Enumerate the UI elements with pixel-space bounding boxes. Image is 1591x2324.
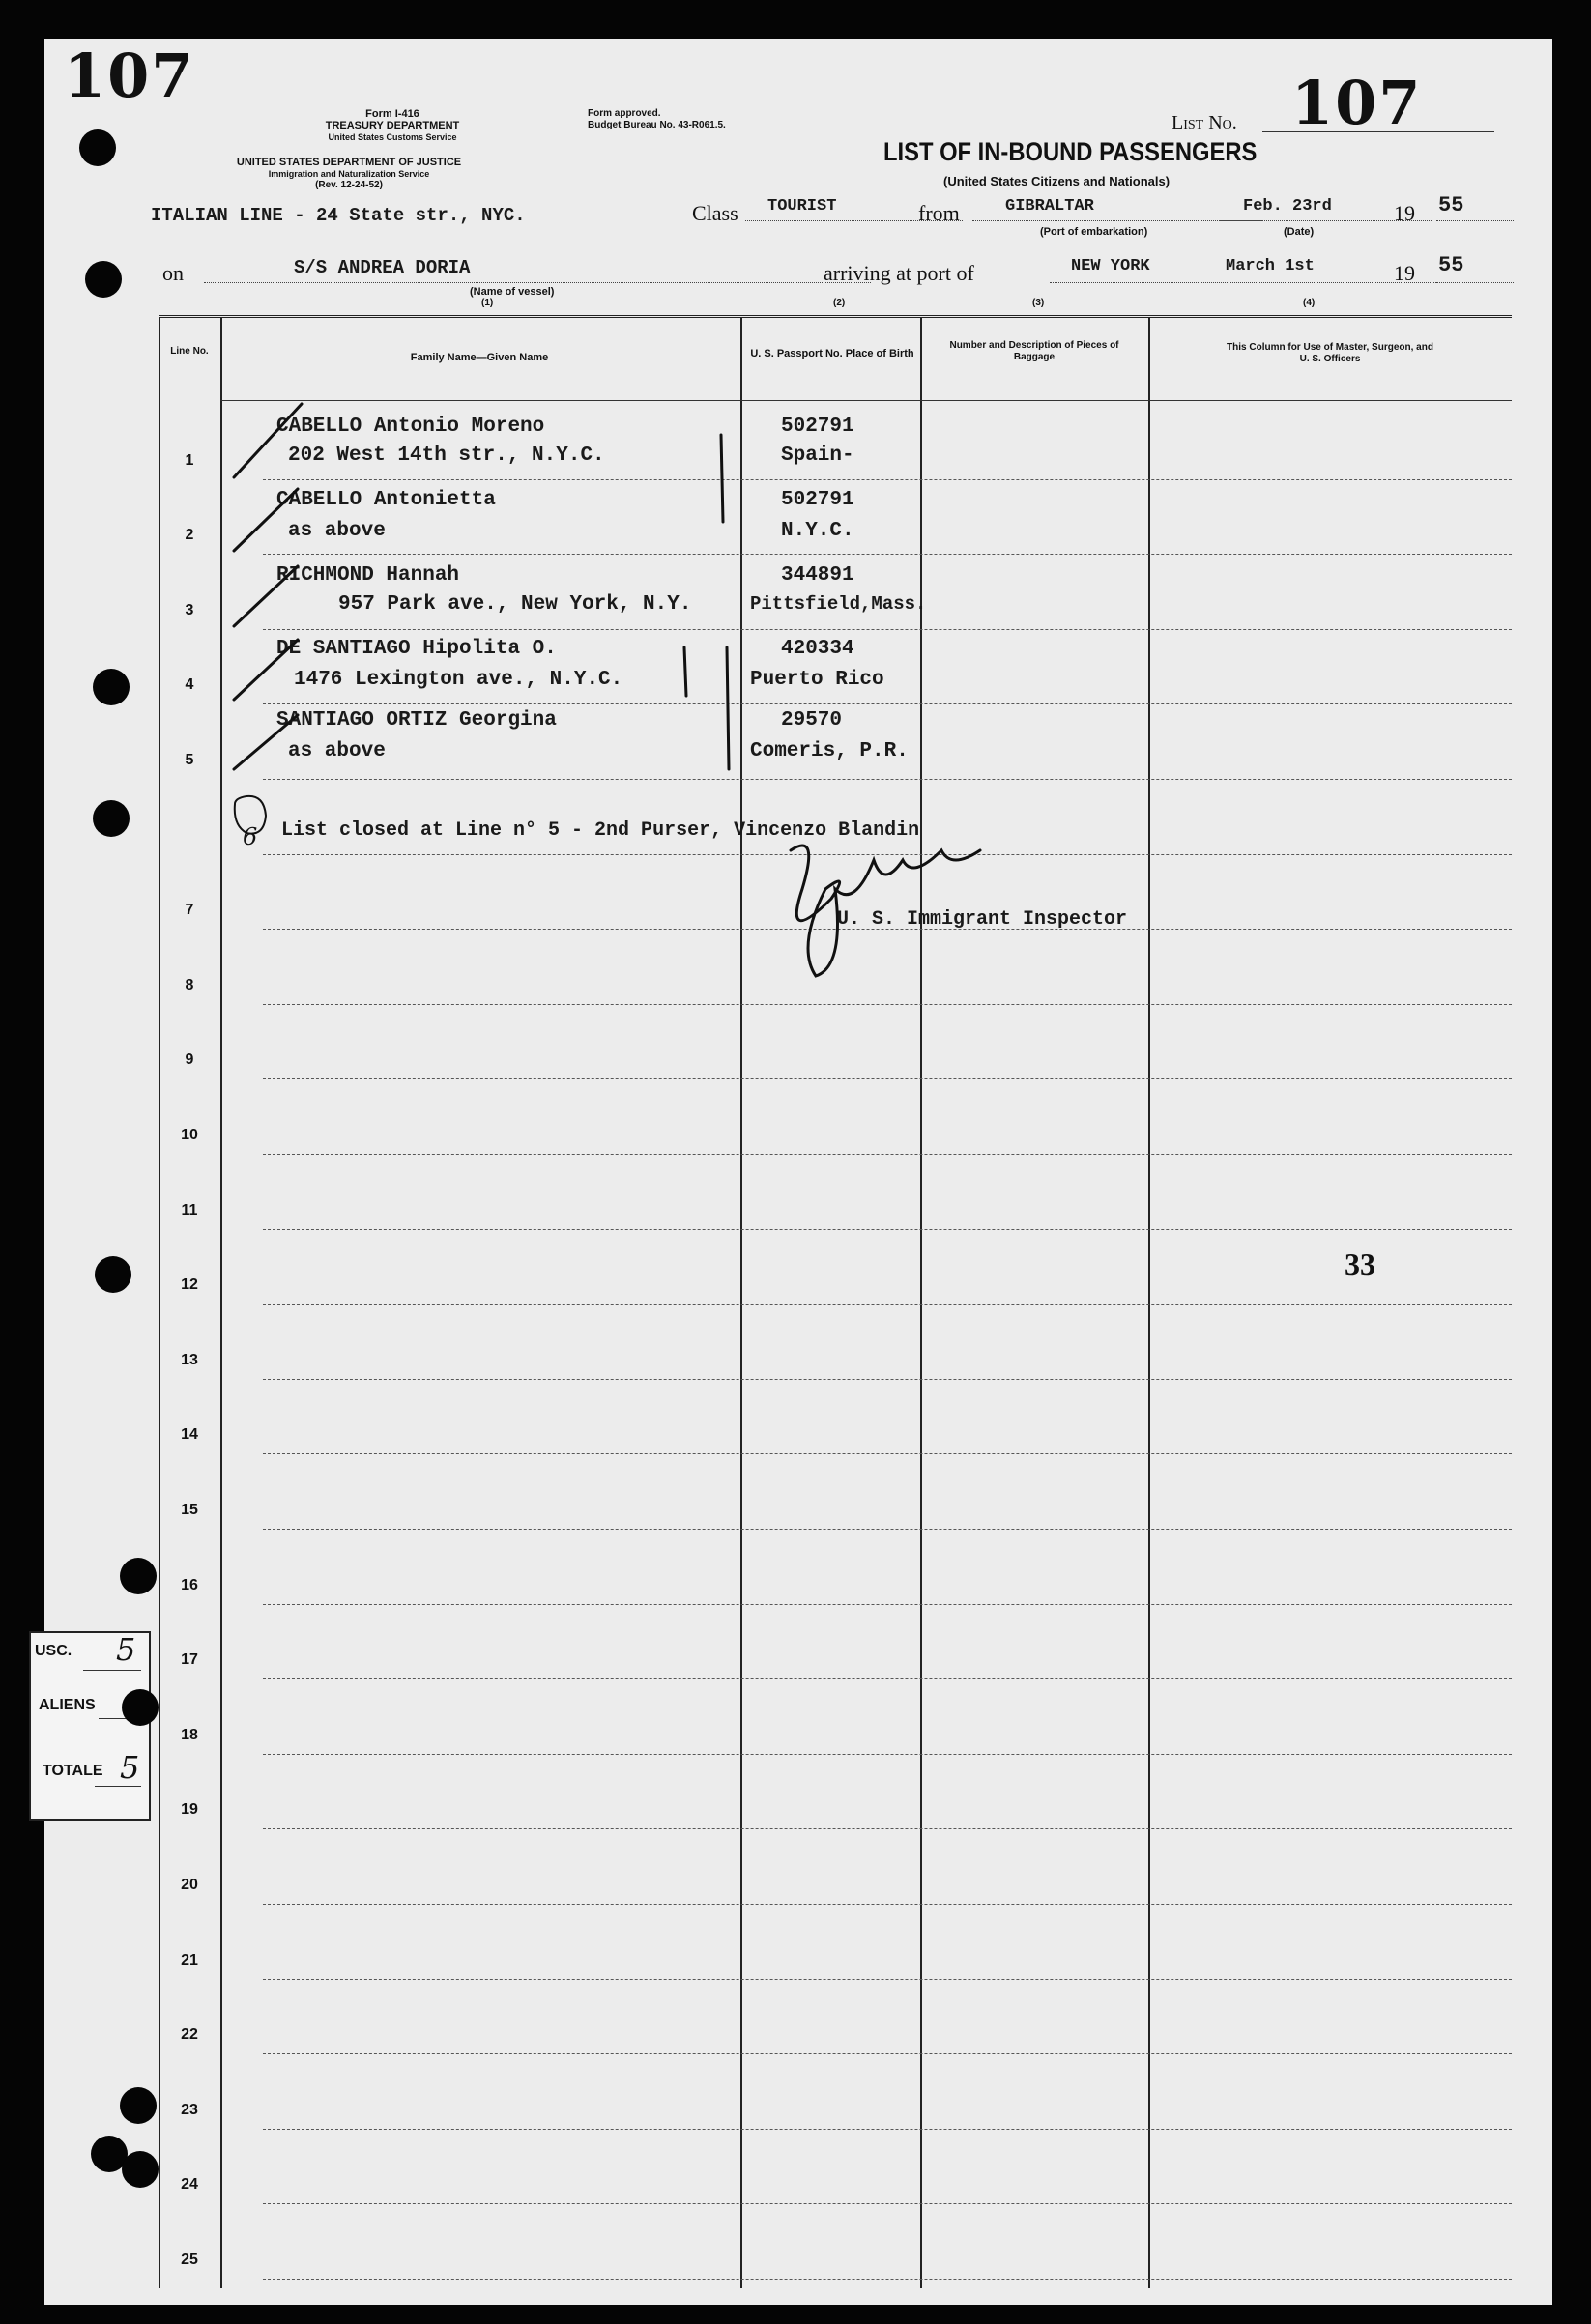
- on-label: on: [162, 261, 184, 285]
- line-number: 5: [185, 752, 194, 768]
- arriving-label: arriving at port of: [824, 261, 974, 285]
- line-number: 8: [185, 976, 194, 993]
- total-line: [95, 1786, 141, 1787]
- row-3-birth: Pittsfield,Mass.: [750, 593, 927, 615]
- line-number: 10: [181, 1127, 198, 1143]
- form-approved: Form approved.: [588, 108, 661, 119]
- row-4-passport: 420334: [781, 638, 854, 660]
- line-number: 12: [181, 1277, 198, 1294]
- row-5-birth: Comeris, P.R.: [750, 740, 909, 762]
- row-rule: [263, 1304, 1512, 1305]
- line-number: 17: [181, 1651, 198, 1669]
- row-2-passport: 502791: [781, 489, 854, 511]
- usc-value: 5: [116, 1631, 136, 1668]
- corner-number-right: 107: [1291, 68, 1423, 138]
- line-number: 18: [181, 1726, 198, 1743]
- usc-label: USC.: [35, 1643, 72, 1659]
- row-1-passport: 502791: [781, 416, 854, 438]
- justice-label: UNITED STATES DEPARTMENT OF JUSTICE: [236, 157, 462, 168]
- row-6-number: 6: [243, 823, 258, 850]
- line-number: 1: [185, 451, 194, 469]
- page-stamp: 33: [1345, 1247, 1375, 1281]
- row-4-birth: Puerto Rico: [750, 669, 884, 691]
- from-value: GIBRALTAR: [1005, 197, 1094, 215]
- embark-caption: (Port of embarkation): [1040, 226, 1148, 238]
- row-2-address: as above: [288, 520, 386, 542]
- document-subtitle: (United States Citizens and Nationals): [943, 174, 1171, 188]
- line-number: 21: [181, 1951, 198, 1968]
- line-number: 19: [181, 1801, 198, 1819]
- line-number: 9: [185, 1051, 194, 1069]
- year-prefix-1: 19: [1394, 201, 1415, 225]
- col-marker-3: (3): [1032, 298, 1045, 308]
- line-number: 13: [181, 1351, 198, 1368]
- line-number: 4: [185, 676, 194, 694]
- punch-hole: [93, 669, 130, 705]
- line-number: 22: [181, 2026, 198, 2044]
- row-rule: [263, 1678, 1512, 1679]
- treasury-label: TREASURY DEPARTMENT: [325, 120, 460, 131]
- row-rule: [263, 1154, 1512, 1155]
- vessel-caption: (Name of vessel): [470, 286, 555, 298]
- year-1: 55: [1438, 193, 1464, 217]
- line-number: 23: [181, 2101, 198, 2118]
- closing-note: List closed at Line n° 5 - 2nd Purser, Vincenzo Blandin: [281, 819, 920, 842]
- header-passport: U. S. Passport No. Place of Birth: [750, 348, 914, 359]
- row-rule: [263, 1529, 1512, 1530]
- shipping-line: ITALIAN LINE - 24 State str., NYC.: [151, 205, 526, 226]
- customs-label: United States Customs Service: [328, 132, 457, 142]
- col-marker-4: (4): [1303, 298, 1316, 308]
- row-5-passport: 29570: [781, 709, 843, 732]
- row-rule: [263, 2053, 1512, 2054]
- line-number: 25: [181, 2252, 198, 2268]
- row-1-address: 202 West 14th str., N.Y.C.: [288, 445, 605, 467]
- row-rule: [263, 1604, 1512, 1605]
- row-rule: [263, 1754, 1512, 1755]
- punch-hole: [95, 1256, 131, 1293]
- row-4-name: DE SANTIAGO Hipolita O.: [276, 638, 557, 660]
- budget-bureau: Budget Bureau No. 43-R061.5.: [588, 120, 726, 130]
- row-2-name: CABELLO Antonietta: [276, 489, 496, 511]
- row-rule: [263, 2279, 1512, 2280]
- inspector-title: U. S. Immigrant Inspector: [837, 908, 1128, 931]
- row-5-name: SANTIAGO ORTIZ Georgina: [276, 709, 557, 732]
- punch-hole: [120, 2087, 157, 2124]
- line-number: 14: [181, 1426, 198, 1444]
- revision-label: (Rev. 12-24-52): [315, 180, 383, 190]
- header-officers: This Column for Use of Master, Surgeon, and U. S. Officers: [1227, 342, 1433, 364]
- arrival-port: NEW YORK: [1071, 257, 1150, 275]
- row-4-address: 1476 Lexington ave., N.Y.C.: [294, 669, 623, 691]
- row-rule: [263, 2203, 1512, 2204]
- year-2: 55: [1438, 253, 1464, 277]
- row-rule: [263, 1078, 1512, 1079]
- row-rule: [263, 1828, 1512, 1829]
- punch-hole: [120, 1558, 157, 1594]
- col-marker-1: (1): [481, 298, 494, 308]
- row-rule: [263, 1453, 1512, 1454]
- row-2-birth: N.Y.C.: [781, 520, 854, 542]
- row-rule: [263, 2129, 1512, 2130]
- line-number: 16: [181, 1576, 198, 1593]
- usc-line: [83, 1670, 141, 1671]
- punch-hole: [122, 2151, 159, 2188]
- form-number: Form I-416: [365, 108, 419, 120]
- list-no-label: List No.: [1172, 112, 1237, 133]
- punch-hole: [122, 1689, 159, 1726]
- punch-hole: [79, 129, 116, 166]
- line-number: 15: [181, 1502, 198, 1518]
- line-number: 2: [185, 527, 194, 544]
- row-3-address: 957 Park ave., New York, N.Y.: [338, 593, 692, 616]
- line-number: 7: [185, 902, 194, 919]
- vessel-name: S/S ANDREA DORIA: [294, 257, 471, 278]
- row-rule: [263, 1229, 1512, 1230]
- year-prefix-2: 19: [1394, 261, 1415, 285]
- from-label: from: [918, 201, 960, 225]
- header-baggage: Number and Description of Pieces of Baggage: [949, 340, 1119, 362]
- line-number: 11: [181, 1201, 198, 1219]
- document-title: LIST OF IN-BOUND PASSENGERS: [883, 137, 1258, 166]
- header-name: Family Name—Given Name: [410, 352, 549, 363]
- punch-hole: [93, 800, 130, 837]
- line-number: 20: [181, 1877, 198, 1893]
- ins-label: Immigration and Naturalization Service: [268, 169, 430, 179]
- date-caption: (Date): [1284, 226, 1315, 238]
- row-3-name: RICHMOND Hannah: [276, 564, 460, 587]
- handwritten-marks: [44, 39, 1552, 1005]
- row-rule: [263, 1904, 1512, 1905]
- total-value: 5: [120, 1749, 140, 1786]
- row-3-passport: 344891: [781, 564, 854, 587]
- total-label: TOTALE: [43, 1763, 103, 1779]
- aliens-label: ALIENS: [39, 1697, 96, 1713]
- col-marker-2: (2): [833, 298, 846, 308]
- row-rule: [263, 1979, 1512, 1980]
- row-1-birth: Spain-: [781, 445, 854, 467]
- row-5-address: as above: [288, 740, 386, 762]
- manifest-page: [35, 39, 1552, 2305]
- header-line-no: Line No.: [170, 346, 209, 357]
- row-1-name: CABELLO Antonio Moreno: [276, 416, 545, 438]
- punch-hole: [85, 261, 122, 298]
- depart-date: Feb. 23rd: [1243, 197, 1332, 215]
- class-value: TOURIST: [767, 197, 837, 215]
- row-rule: [263, 1379, 1512, 1380]
- line-number: 24: [181, 2176, 198, 2194]
- line-number: 3: [185, 601, 194, 618]
- corner-number-left: 107: [64, 41, 195, 111]
- class-label: Class: [692, 201, 738, 225]
- arrival-date: March 1st: [1226, 257, 1315, 275]
